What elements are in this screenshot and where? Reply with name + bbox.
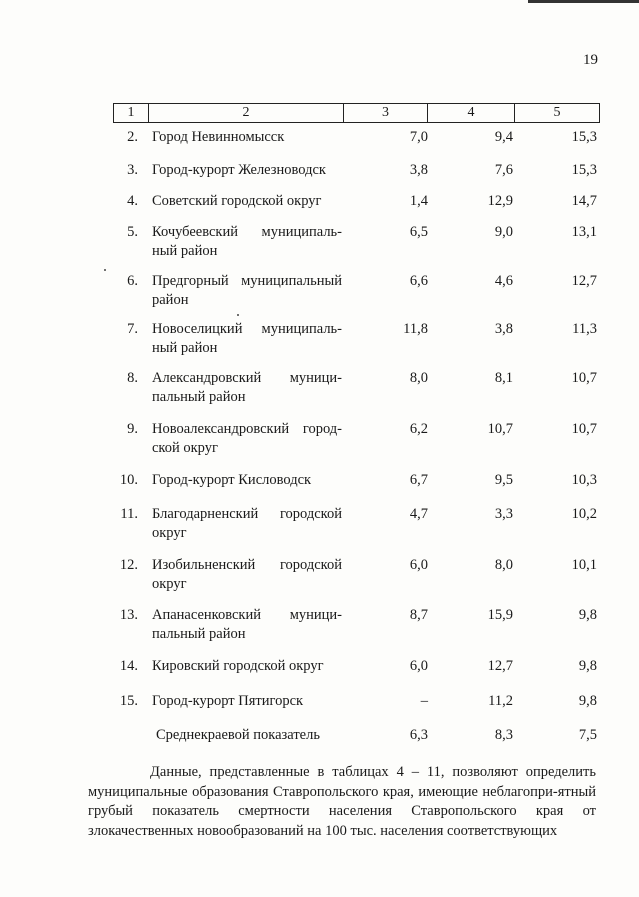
row-name: Среднекраевой показатель (156, 727, 320, 743)
row-value-col5: 9,8 (578, 607, 597, 623)
row-value-col5: 7,5 (578, 727, 597, 743)
row-value-col5: 10,3 (571, 472, 597, 488)
row-value-col3: 11,8 (403, 321, 428, 337)
header-col-4: 4 (428, 104, 515, 122)
row-value-col4: 8,3 (494, 727, 513, 743)
header-col-5: 5 (553, 105, 561, 120)
row-number: 7. (127, 321, 138, 337)
row-value-col5: 11,3 (572, 321, 597, 337)
row-value-col5: 15,3 (571, 162, 597, 178)
row-value-col5: 10,1 (571, 557, 597, 573)
row-value-col5: 12,7 (571, 273, 597, 289)
row-name: Город-курорт Кисловодск (152, 472, 312, 488)
row-number: 10. (119, 472, 138, 488)
row-value-col3: 6,0 (409, 658, 428, 674)
row-value-col4: 15,9 (487, 607, 513, 623)
row-value-col3: 6,3 (409, 727, 428, 743)
header-col-2: 2 (149, 104, 344, 122)
row-number: 11. (120, 506, 138, 522)
row-number: 3. (127, 162, 138, 178)
row-value-col4: 3,8 (494, 321, 513, 337)
scan-speck (237, 314, 239, 316)
row-number: 6. (127, 273, 138, 289)
row-name: Апанасенковский муници-пальный район (152, 607, 342, 642)
row-name: Город Невинномысск (152, 129, 285, 145)
row-value-col4: 11,2 (488, 693, 513, 709)
row-name: Предгорный муниципальный район (152, 273, 342, 308)
row-value-col4: 8,1 (494, 370, 513, 386)
row-value-col3: 6,2 (409, 421, 428, 437)
row-value-col4: 3,3 (494, 506, 513, 522)
row-value-col5: 14,7 (571, 193, 597, 209)
row-value-col5: 10,7 (571, 370, 597, 386)
header-col-3: 3 (344, 104, 428, 122)
row-number: 8. (127, 370, 138, 386)
row-value-col4: 7,6 (494, 162, 513, 178)
row-value-col4: 4,6 (494, 273, 513, 289)
row-value-col3: 4,7 (409, 506, 428, 522)
row-value-col3: 6,5 (409, 224, 428, 240)
row-value-col5: 15,3 (571, 129, 597, 145)
row-name: Новоалександровский город-ской округ (152, 421, 342, 456)
row-name: Александровский муници-пальный район (152, 370, 342, 405)
row-name: Новоселицкий муниципаль-ный район (152, 321, 342, 356)
row-value-col4: 9,5 (494, 472, 513, 488)
row-value-col3: 8,0 (409, 370, 428, 386)
row-number: 12. (119, 557, 138, 573)
row-name: Город-курорт Пятигорск (152, 693, 304, 709)
row-name: Кочубеевский муниципаль-ный район (152, 224, 342, 259)
row-value-col3: 1,4 (409, 193, 428, 209)
row-number: 5. (127, 224, 138, 240)
row-name: Изобильненский городской округ (152, 557, 342, 592)
row-name: Кировский городской округ (152, 658, 324, 674)
row-value-col5: 9,8 (578, 693, 597, 709)
row-value-col4: 9,0 (494, 224, 513, 240)
paragraph-text: Данные, представленные в таблицах 4 – 11, позволяют определить муниципальные образования Ставропольского края, имеющие неблагопри-ятный грубый показатель смертности населения Ставропольского края от злокачественных новообразований на 100 тыс. населения соответствующих (88, 764, 596, 839)
row-number: 2. (127, 129, 138, 145)
header-col-1: 1 (114, 104, 149, 122)
row-value-col3: 6,7 (409, 472, 428, 488)
row-value-col5: 9,8 (578, 658, 597, 674)
row-value-col3: – (420, 693, 428, 709)
body-paragraph (88, 763, 596, 841)
row-number: 13. (119, 607, 138, 623)
scan-speck (104, 269, 106, 271)
row-value-col4: 12,9 (487, 193, 513, 209)
table-header (113, 103, 600, 123)
row-number: 9. (127, 421, 138, 437)
row-value-col5: 10,2 (571, 506, 597, 522)
row-value-col3: 7,0 (409, 129, 428, 145)
page-number: 19 (583, 52, 598, 68)
row-value-col4: 10,7 (487, 421, 513, 437)
row-value-col4: 12,7 (487, 658, 513, 674)
row-value-col4: 8,0 (494, 557, 513, 573)
row-value-col3: 6,6 (409, 273, 428, 289)
row-value-col3: 6,0 (409, 557, 428, 573)
row-name: Советский городской округ (152, 193, 322, 209)
row-number: 15. (119, 693, 138, 709)
row-number: 4. (127, 193, 138, 209)
row-value-col5: 10,7 (571, 421, 597, 437)
row-name: Благодарненский городской округ (152, 506, 342, 541)
row-value-col4: 9,4 (494, 129, 513, 145)
row-value-col5: 13,1 (571, 224, 597, 240)
top-edge-line (528, 0, 639, 3)
row-number: 14. (119, 658, 138, 674)
row-name: Город-курорт Железноводск (152, 162, 326, 178)
row-value-col3: 8,7 (409, 607, 428, 623)
row-value-col3: 3,8 (409, 162, 428, 178)
